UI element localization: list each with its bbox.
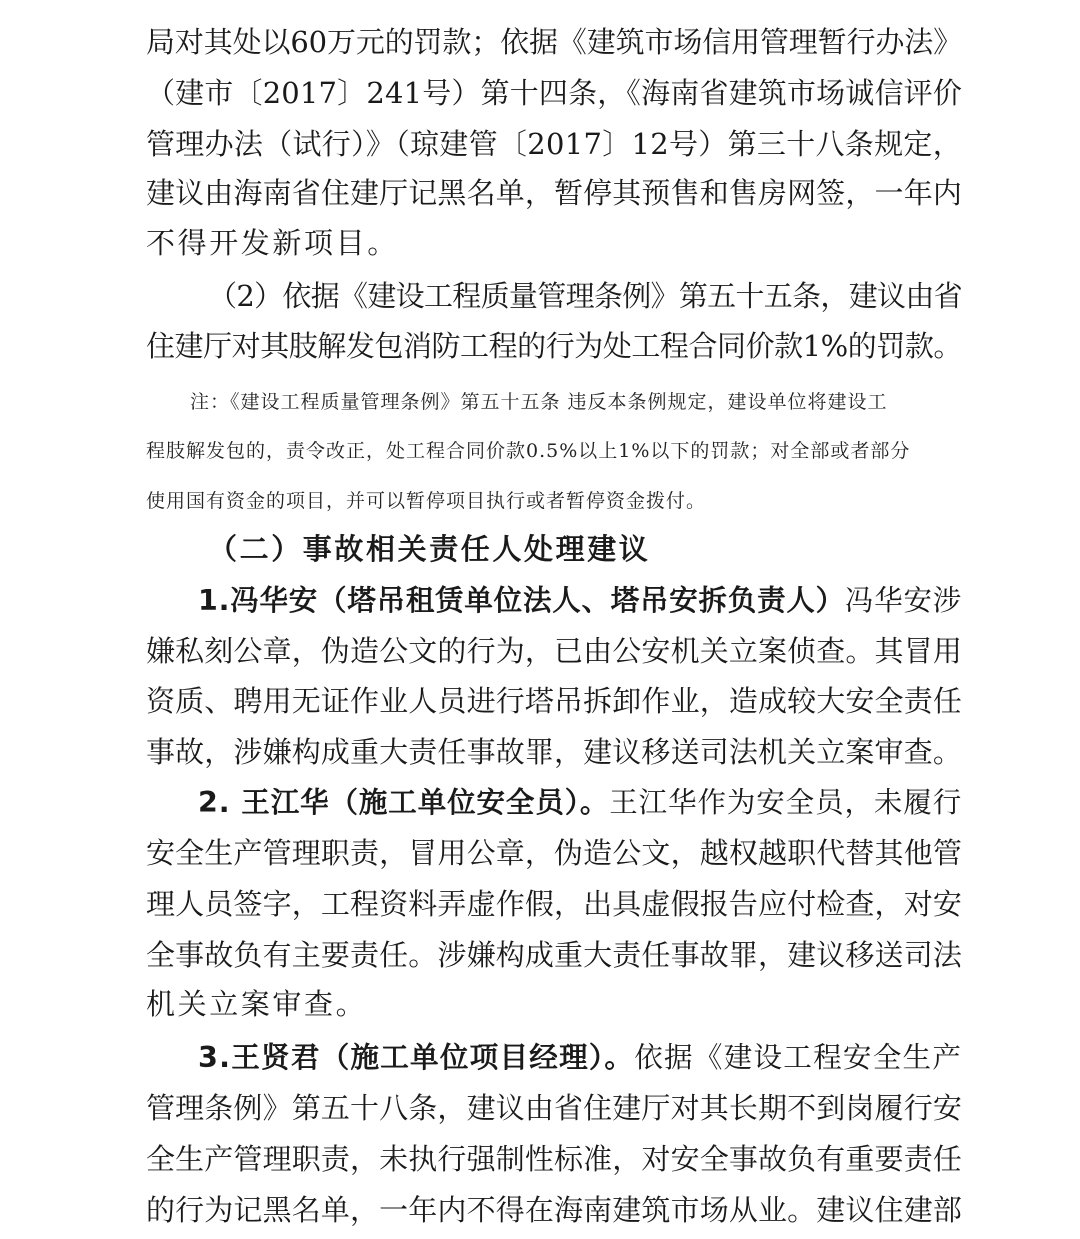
body-line: 全生产管理职责，未执行强制性标准，对安全事故负有重要责任 bbox=[146, 1142, 962, 1176]
item-text: 冯华安涉 bbox=[844, 584, 963, 617]
body-line: 局对其处以60万元的罚款；依据《建筑市场信用管理暂行办法》 bbox=[146, 25, 962, 59]
body-line: （建市〔2017〕241号）第十四条，《海南省建筑市场诚信评价 bbox=[146, 76, 962, 110]
body-line: 理人员签字，工程资料弄虚作假，出具虚假报告应付检查，对安 bbox=[146, 887, 962, 921]
body-line: 资质、聘用无证作业人员进行塔吊拆卸作业，造成较大安全责任 bbox=[146, 684, 962, 718]
body-line: 机关立案审查。 bbox=[146, 987, 368, 1021]
body-line: 全事故负有主要责任。涉嫌构成重大责任事故罪，建议移送司法 bbox=[146, 938, 962, 972]
item-lead: 1.冯华安（塔吊租赁单位法人、塔吊安拆负责人） bbox=[198, 584, 845, 617]
item-lead: 2. 王江华（施工单位安全员）。 bbox=[198, 786, 610, 819]
body-line: 嫌私刻公章，伪造公文的行为，已由公安机关立案侦查。其冒用 bbox=[146, 634, 962, 668]
item-text: 依据《建设工程安全生产 bbox=[634, 1040, 963, 1074]
section-heading: （二）事故相关责任人处理建议 bbox=[208, 532, 651, 566]
body-line: 住建厅对其肢解发包消防工程的行为处工程合同价款1%的罚款。 bbox=[146, 329, 962, 363]
body-line: 不得开发新项目。 bbox=[146, 226, 399, 260]
item-line bbox=[198, 1037, 1080, 1077]
body-line: 管理条例》第五十八条，建议由省住建厅对其长期不到岗履行安 bbox=[146, 1091, 962, 1125]
note-line: 注：《建设工程质量管理条例》第五十五条 违反本条例规定，建设单位将建设工 bbox=[190, 391, 888, 413]
body-line: 建议由海南省住建厅记黑名单，暂停其预售和售房网签，一年内 bbox=[146, 176, 962, 210]
note-line: 程肢解发包的，责令改正，处工程合同价款0.5%以上1%以下的罚款；对全部或者部分 bbox=[146, 440, 911, 462]
body-line: 的行为记黑名单，一年内不得在海南建筑市场从业。建议住建部 bbox=[146, 1193, 962, 1227]
body-line: （2）依据《建设工程质量管理条例》第五十五条，建议由省 bbox=[208, 279, 962, 313]
body-line: 事故，涉嫌构成重大责任事故罪，建议移送司法机关立案审查。 bbox=[146, 735, 962, 769]
item-line bbox=[198, 783, 1080, 823]
item-line bbox=[198, 581, 1080, 621]
item-lead: 3.王贤君（施工单位项目经理）。 bbox=[198, 1040, 635, 1074]
item-text: 王江华作为安全员，未履行 bbox=[609, 786, 963, 819]
note-line: 使用国有资金的项目，并可以暂停项目执行或者暂停资金拨付。 bbox=[146, 490, 707, 512]
body-line: 安全生产管理职责，冒用公章，伪造公文，越权越职代替其他管 bbox=[146, 836, 962, 870]
body-line: 管理办法（试行）》（琼建管〔2017〕12号）第三十八条规定， bbox=[146, 127, 962, 161]
